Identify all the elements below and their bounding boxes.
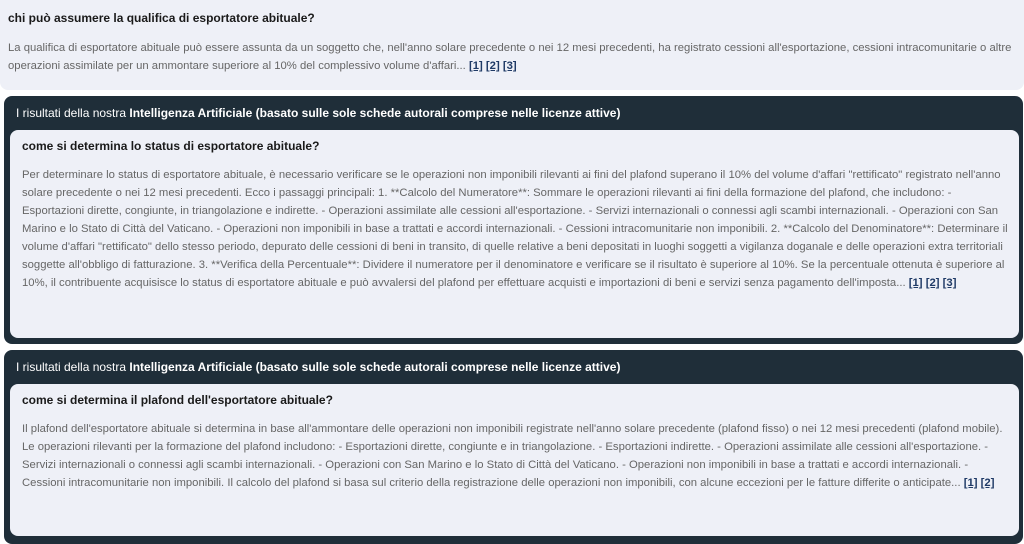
result-card — [0, 0, 1024, 90]
reference-link-1[interactable]: [1] — [963, 477, 978, 489]
answer-body: Per determinare lo status di esportatore abituale, è necessario verificare se le operazioni non imponibili rilevanti ai fini del plafond superano il 10% del volume d'affari "rettificato" registrato nell'anno solare precedente o nei 12 mesi precedenti. Ecco i passaggi principali: 1. **Calcolo del Numeratore**: Sommare le operazioni rilevanti ai fini della formazione del plafond, che includono: - Esportazioni dirette, congiunte, in triangolazione e indirette. - Operazioni assimilate alle cessioni all'esportazione. - Servizi internazionali o connessi agli scambi internazionali. - Operazioni con San Marino e lo Stato di Città del Vaticano. - Operazioni non imponibili in base a trattati e accordi internazionali. - Cessioni intracomunitarie non imponibili. 2. **Calcolo del Denominatore**: Determinare il volume d'affari "rettificato" dello stesso periodo, depurato delle cessioni di beni in transito, di quelle relative a beni depositati in luoghi soggetti a vigilanza doganale e delle operazioni extra territoriali soggette all'obbligo di fatturazione. 3. **Verifica della Percentuale**: Dividere il numeratore per il denominatore e verificare se il risultato è superiore al 10%. Se la percentuale ottenuta è superiore al 10%, il contribuente acquisisce lo status di esportatore abituale e può avvalersi del plafond per effettuare acquisti e importazioni di beni e servizi senza pagamento dell'imposta... — [22, 169, 1008, 289]
answer-text — [22, 166, 1009, 292]
answer-text — [22, 420, 1009, 492]
reference-link-2[interactable]: [2] — [925, 277, 940, 289]
ai-header-prefix: I risultati della nostra — [16, 360, 130, 374]
question-title: come si determina il plafond dell'esportatore abituale? — [22, 393, 333, 407]
ai-header — [4, 350, 1023, 384]
ai-header-bold: Intelligenza Artificiale (basato sulle sole schede autorali comprese nelle licenze attive) — [129, 106, 621, 120]
ai-result-block — [4, 96, 1023, 344]
answer-text — [8, 39, 1014, 75]
result-card — [10, 130, 1019, 338]
ai-header — [4, 96, 1023, 130]
ai-result-block — [4, 350, 1023, 544]
result-card — [10, 384, 1019, 536]
answer-body: La qualifica di esportatore abituale può essere assunta da un soggetto che, nell'anno solare precedente o nei 12 mesi precedenti, ha registrato cessioni all'esportazione, cessioni intracomunitarie o altre operazioni assimilate per un ammontare superiore al 10% del complessivo volume d'affari... — [8, 42, 1012, 72]
reference-link-1[interactable]: [1] — [908, 277, 923, 289]
reference-link-3[interactable]: [3] — [942, 277, 957, 289]
question-title: chi può assumere la qualifica di esportatore abituale? — [8, 11, 315, 25]
answer-body: Il plafond dell'esportatore abituale si determina in base all'ammontare delle operazioni non imponibili registrate nell'anno solare precedente (plafond fisso) o nei 12 mesi precedenti (plafond mobile). Le operazioni rilevanti per la formazione del plafond includono: - Esportazioni dirette, congiunte e in triangolazione. - Esportazioni indirette. - Operazioni assimilate alle cessioni all'esportazione. - Servizi internazionali o connessi agli scambi internazionali. - Operazioni con San Marino e lo Stato di Città del Vaticano. - Operazioni non imponibili in base a trattati e accordi internazionali. - Cessioni intracomunitarie non imponibili. Il calcolo del plafond si basa sul criterio della registrazione delle operazioni non imponibili, con alcune eccezioni per le fatture differite o anticipate... — [22, 423, 1003, 489]
reference-link-2[interactable]: [2] — [980, 477, 995, 489]
ai-header-prefix: I risultati della nostra — [16, 106, 130, 120]
question-title: come si determina lo status di esportatore abituale? — [22, 139, 320, 153]
reference-link-3[interactable]: [3] — [502, 60, 517, 72]
reference-link-2[interactable]: [2] — [485, 60, 500, 72]
reference-link-1[interactable]: [1] — [468, 60, 483, 72]
ai-header-bold: Intelligenza Artificiale (basato sulle sole schede autorali comprese nelle licenze attive) — [129, 360, 621, 374]
